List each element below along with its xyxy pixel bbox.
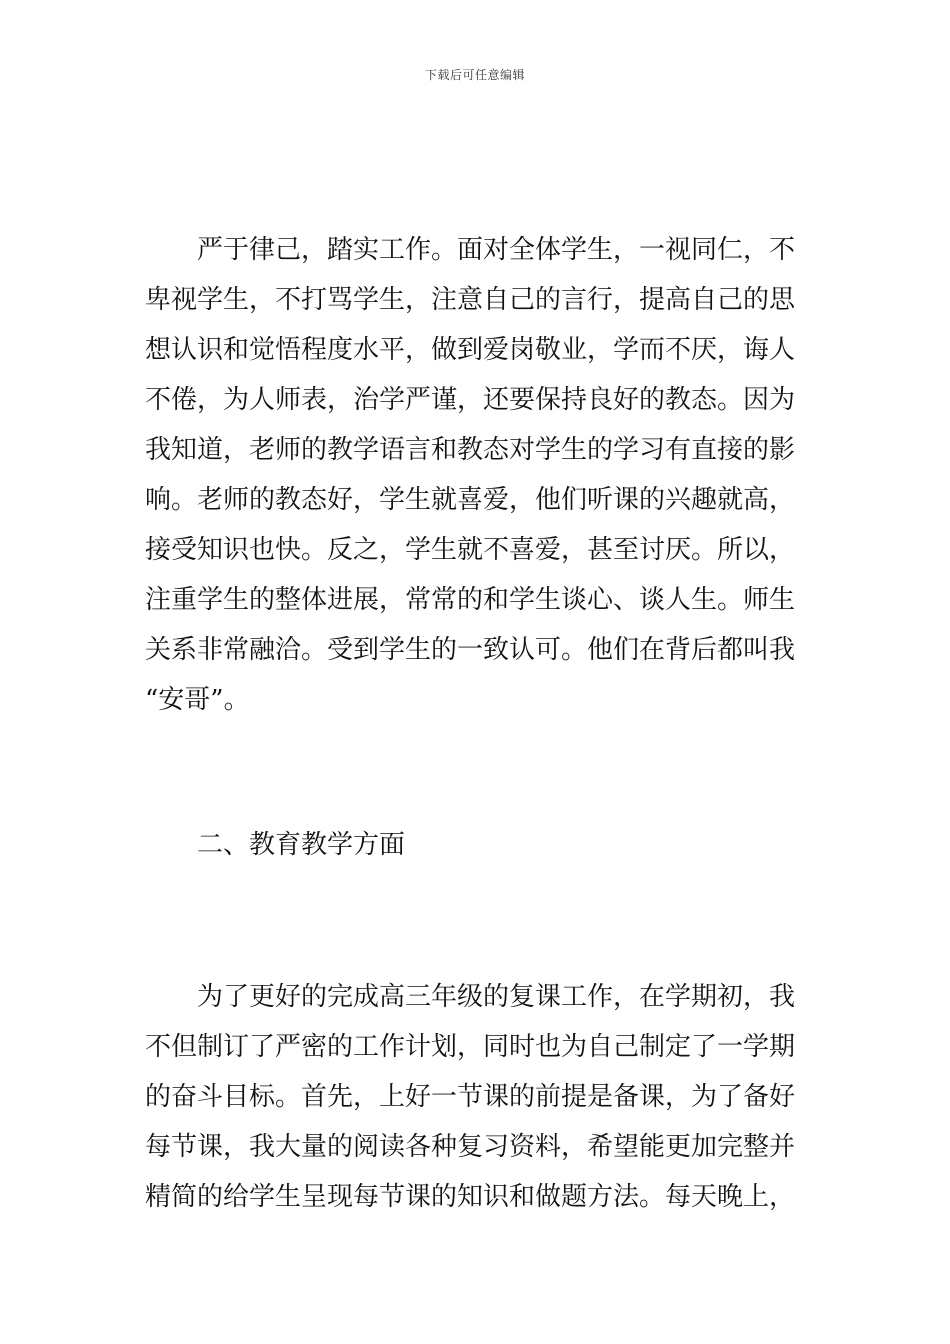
paragraph-line: 的奋斗目标。首先，上好一节课的前提是备课，为了备好 — [145, 1082, 796, 1112]
paragraph-line: “安哥”。 — [145, 685, 250, 715]
paragraph-line: 不倦，为人师表，治学严谨，还要保持良好的教态。因为 — [145, 385, 796, 415]
header-note: 下载后可任意编辑 — [424, 68, 525, 82]
paragraph-line: 注重学生的整体进展，常常的和学生谈心、谈人生。师生 — [145, 585, 796, 615]
paragraph-line: 卑视学生，不打骂学生，注意自己的言行，提高自己的思 — [145, 285, 796, 315]
paragraph-line: 想认识和觉悟程度水平，做到爱岗敬业，学而不厌，诲人 — [145, 335, 796, 365]
paragraph-conduct — [145, 225, 807, 725]
paragraph-line: 我知道，老师的教学语言和教态对学生的学习有直接的影 — [145, 435, 796, 465]
paragraph-line: 每节课，我大量的阅读各种复习资料，希望能更加完整并 — [145, 1132, 796, 1162]
paragraph-line: 接受知识也快。反之，学生就不喜爱，甚至讨厌。所以， — [145, 535, 796, 565]
paragraph-line: 关系非常融洽。受到学生的一致认可。他们在背后都叫我 — [145, 635, 796, 665]
section-heading-text: 二、教育教学方面 — [145, 830, 406, 860]
paragraph-line: 响。老师的教态好，学生就喜爱，他们听课的兴趣就高， — [145, 485, 796, 515]
paragraph-line: 为了更好的完成高三年级的复课工作，在学期初，我 — [145, 982, 796, 1012]
paragraph-line: 严于律己，踏实工作。面对全体学生，一视同仁，不 — [145, 235, 796, 265]
paragraph-line: 精简的给学生呈现每节课的知识和做题方法。每天晚上， — [145, 1182, 796, 1212]
paragraph-teaching — [145, 972, 807, 1222]
section-heading — [145, 820, 807, 870]
paragraph-line: 不但制订了严密的工作计划，同时也为自己制定了一学期 — [145, 1032, 796, 1062]
